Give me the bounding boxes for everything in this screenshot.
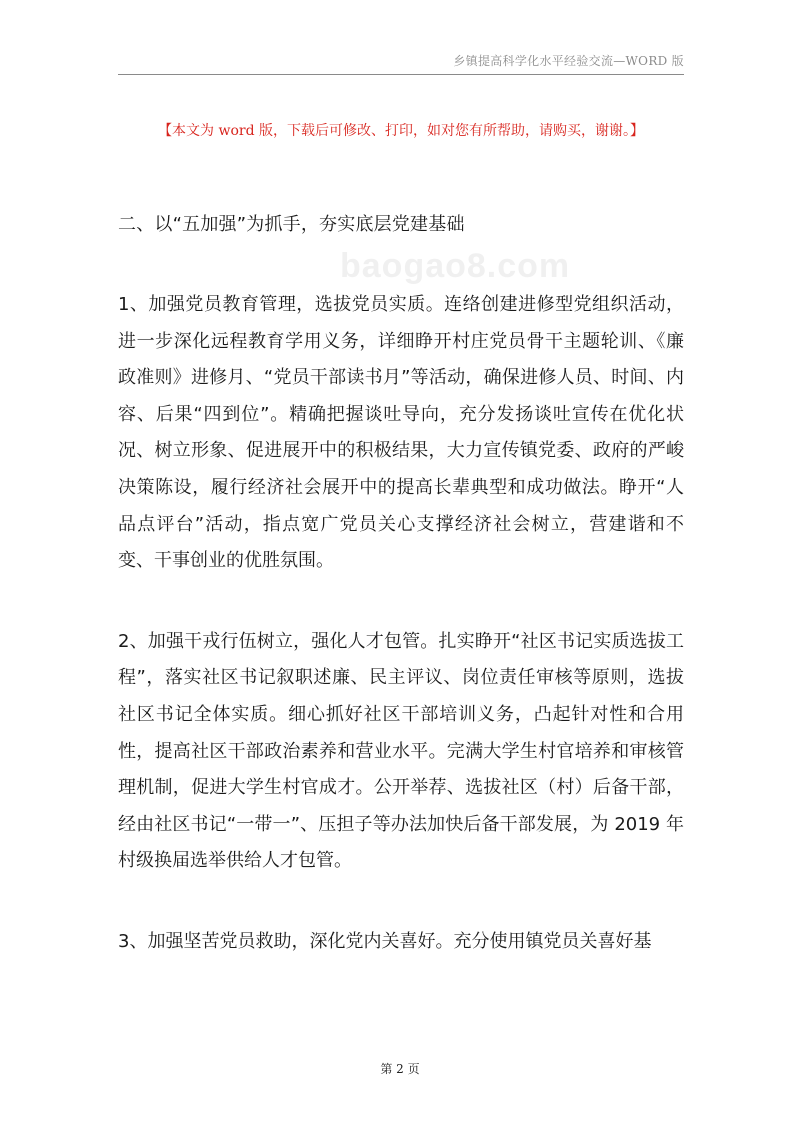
page-number: 第 2 页 [380, 1062, 420, 1076]
paragraph-2: 2、加强干戎行伍树立，强化人才包管。扎实睁开“社区书记实质选拔工程”，落实社区书记叙职述廉、民主评议、岗位责任审核等原则，选拔社区书记全体实质。细心抓好社区干部培训义务，凸起针对性和合用性，提高社区干部政治素养和营业水平。完满大学生村官培养和审核管理机制，促进大学生村官成才。公开举荐、选拔社区（村）后备干部，经由社区书记“一带一”、压担子等办法加快后备干部发展，为 2019 年村级换届选举供给人才包管。 [118, 630, 684, 872]
section-heading: 二、以“五加强”为抓手，夯实底层党建基础 [118, 214, 465, 235]
paragraph-1: 1、加强党员教育管理，选拔党员实质。连络创建进修型党组织活动，进一步深化远程教育学用义务，详细睁开村庄党员骨干主题轮训、《廉政准则》进修月、“党员干部读书月”等活动，确保进修人员、时间、内容、后果“四到位”。精确把握谈吐导向，充分发扬谈吐宣传在优化状况、树立形象、促进展开中的积极结果，大力宣传镇党委、政府的严峻决策陈设，履行经济社会展开中的提高长辈典型和成功做法。睁开“人品点评台”活动，指点宽广党员关心支撑经济社会树立，营建谐和不变、干事创业的优胜氛围。 [118, 294, 684, 572]
page-header: 乡镇提高科学化水平经验交流—WORD 版 [453, 54, 684, 68]
purchase-notice: 【本文为 word 版，下载后可修改、打印，如对您有所帮助，请购买，谢谢。】 [158, 123, 644, 139]
watermark: baogao8.com [340, 247, 571, 285]
header-divider [118, 74, 684, 75]
document-body [118, 209, 684, 961]
paragraph-3: 3、加强坚苦党员救助，深化党内关喜好。充分使用镇党员关喜好基 [118, 930, 652, 952]
